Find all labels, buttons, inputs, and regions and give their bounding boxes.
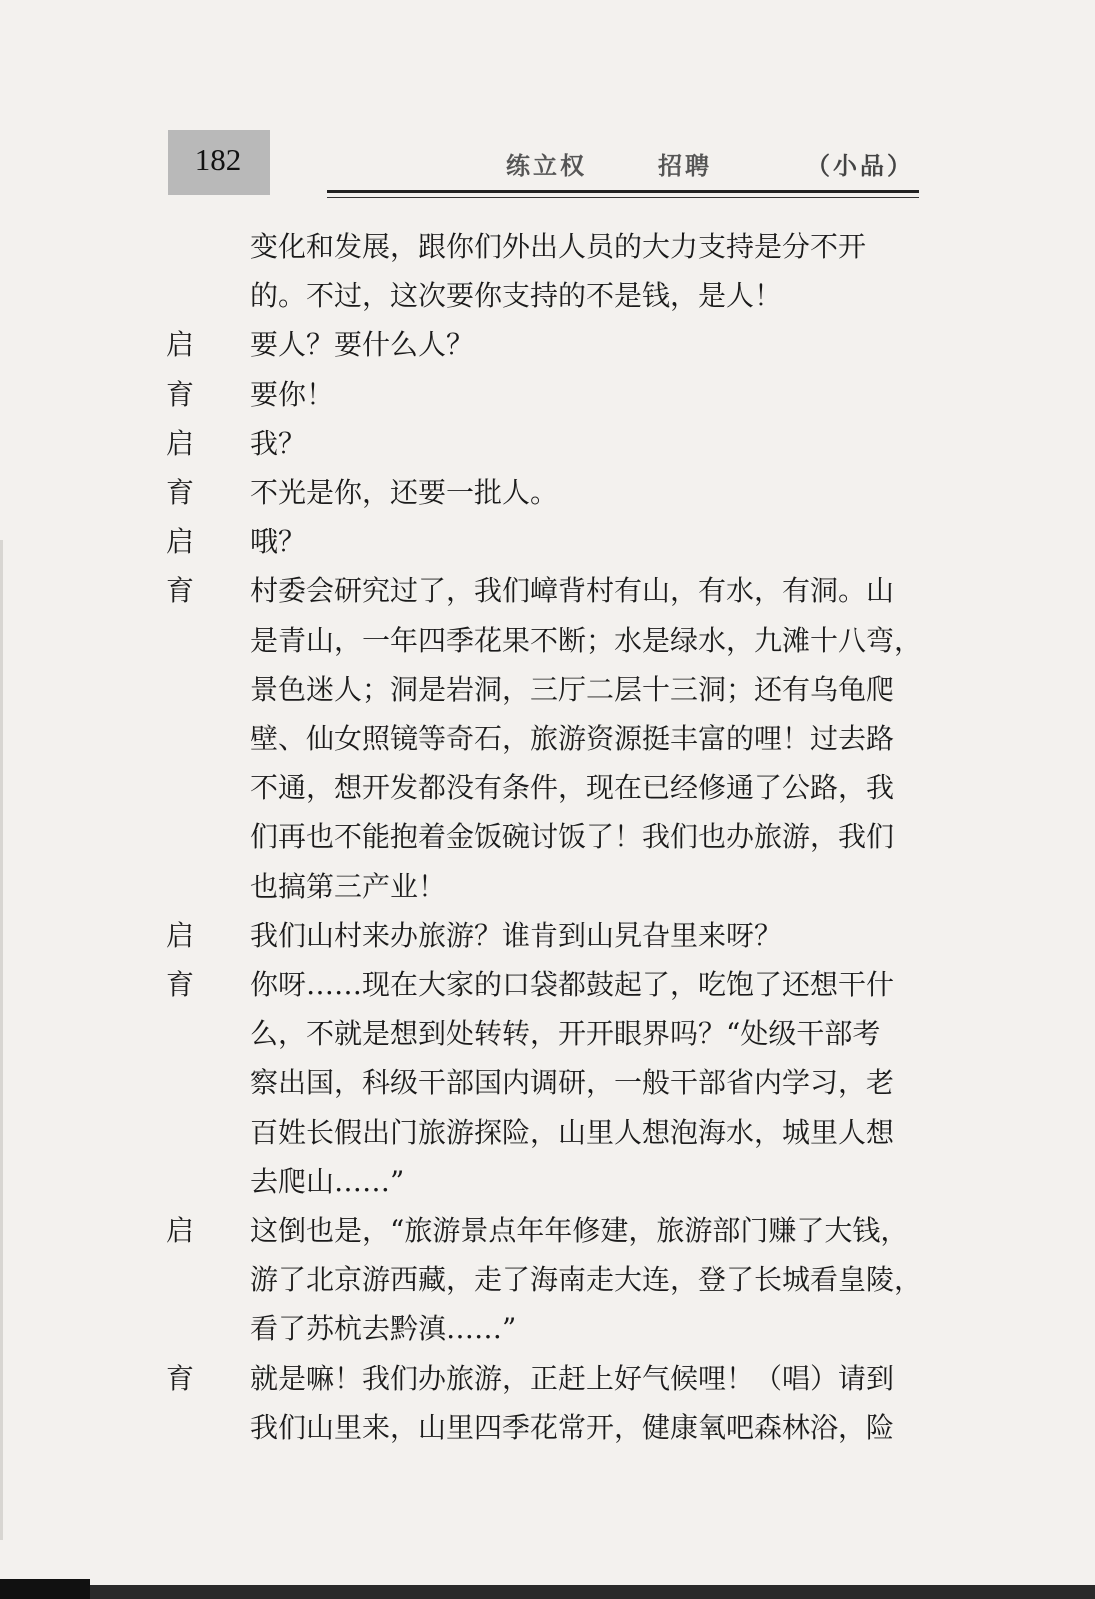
line-text: 就是嘛！我们办旅游，正赶上好气候哩！（唱）请到 (250, 1361, 895, 1395)
dialogue-line (160, 616, 930, 665)
line-text: 是青山，一年四季花果不断；水是绿水，九滩十八弯， (250, 623, 923, 657)
speaker-label (160, 1058, 250, 1107)
line-text: 要你！ (250, 377, 335, 411)
dialogue-line (160, 566, 930, 615)
speaker-label: 育 (166, 1361, 195, 1395)
dialogue-line (160, 1206, 930, 1255)
speaker-label: 启 (166, 328, 195, 362)
line-text: 不光是你，还要一批人。 (250, 476, 559, 510)
dialogue-line (160, 763, 930, 812)
dialogue-line (160, 862, 930, 911)
speaker-label (160, 812, 250, 861)
line-text: 哦？ (250, 525, 307, 559)
speaker-label (160, 1403, 250, 1452)
dialogue-line (160, 812, 930, 861)
dialogue-line (160, 714, 930, 763)
line-text: 游了北京游西藏，走了海南走大连，登了长城看皇陵， (250, 1263, 923, 1297)
speaker-label: 育 (166, 968, 195, 1002)
speaker-label (160, 1304, 250, 1353)
scan-corner-shadow (0, 1579, 90, 1599)
dialogue-body (160, 222, 930, 1452)
speaker-label (160, 1108, 250, 1157)
line-text: 你呀……现在大家的口袋都鼓起了，吃饱了还想干什 (250, 968, 895, 1002)
line-text: 也搞第三产业！ (250, 869, 447, 903)
dialogue-line (160, 271, 930, 320)
dialogue-line (160, 1304, 930, 1353)
dialogue-line (160, 468, 930, 517)
line-text: 我们山村来办旅游？谁肯到山旯旮里来呀？ (250, 918, 783, 952)
speaker-label: 启 (166, 426, 195, 460)
running-header-genre: （小品） (806, 152, 914, 180)
speaker-label (160, 665, 250, 714)
line-text: 么，不就是想到处转转，开开眼界吗？“处级干部考 (250, 1017, 881, 1051)
page-edge-shadow (0, 540, 3, 1540)
dialogue-line (160, 665, 930, 714)
speaker-label: 启 (166, 1214, 195, 1248)
dialogue-line (160, 320, 930, 369)
line-text: 不通，想开发都没有条件，现在已经修通了公路，我 (250, 771, 895, 805)
scan-bottom-edge (0, 1585, 1095, 1599)
dialogue-line (160, 1009, 930, 1058)
line-text: 要人？要什么人？ (250, 328, 475, 362)
line-text: 变化和发展，跟你们外出人员的大力支持是分不开 (250, 230, 867, 263)
speaker-label: 育 (166, 377, 195, 411)
line-text: 看了苏杭去黔滇……” (250, 1312, 517, 1346)
running-header-title: 招聘 (658, 152, 712, 180)
speaker-label (160, 271, 250, 320)
speaker-label (160, 616, 250, 665)
line-text: 的。不过，这次要你支持的不是钱，是人！ (250, 279, 783, 313)
page-number-box (168, 130, 270, 195)
speaker-label: 启 (166, 918, 195, 952)
line-text: 们再也不能抱着金饭碗讨饭了！我们也办旅游，我们 (250, 820, 895, 854)
dialogue-line (160, 222, 930, 271)
dialogue-line (160, 911, 930, 960)
dialogue-line (160, 960, 930, 1009)
header-rule-thin (327, 197, 919, 198)
speaker-label (160, 714, 250, 763)
dialogue-line (160, 1108, 930, 1157)
speaker-label: 育 (166, 476, 195, 510)
line-text: 我？ (250, 426, 307, 460)
speaker-label (160, 763, 250, 812)
running-header-author: 练立权 (506, 152, 587, 180)
speaker-label (160, 1009, 250, 1058)
line-text: 百姓长假出门旅游探险，山里人想泡海水，城里人想 (250, 1115, 895, 1149)
speaker-label (160, 222, 250, 271)
line-text: 壁、仙女照镜等奇石，旅游资源挺丰富的哩！过去路 (250, 722, 895, 756)
dialogue-line (160, 419, 930, 468)
dialogue-line (160, 1403, 930, 1452)
dialogue-line (160, 1058, 930, 1107)
dialogue-line (160, 517, 930, 566)
header-rule-thick (327, 190, 919, 193)
line-text: 去爬山……” (250, 1164, 405, 1198)
line-text: 察出国，科级干部国内调研，一般干部省内学习，老 (250, 1066, 895, 1100)
dialogue-line (160, 1354, 930, 1403)
speaker-label: 启 (166, 525, 195, 559)
speaker-label (160, 862, 250, 911)
line-text: 我们山里来，山里四季花常开，健康氧吧森林浴，险 (250, 1410, 895, 1444)
page-number: 182 (194, 142, 242, 177)
line-text: 这倒也是，“旅游景点年年修建，旅游部门赚了大钱， (250, 1214, 909, 1248)
speaker-label (160, 1157, 250, 1206)
speaker-label: 育 (166, 574, 195, 608)
dialogue-line (160, 1157, 930, 1206)
dialogue-line (160, 1255, 930, 1304)
line-text: 景色迷人；洞是岩洞，三厅二层十三洞；还有乌龟爬 (250, 672, 895, 706)
dialogue-line (160, 370, 930, 419)
line-text: 村委会研究过了，我们嶂背村有山，有水，有洞。山 (250, 574, 895, 608)
speaker-label (160, 1255, 250, 1304)
